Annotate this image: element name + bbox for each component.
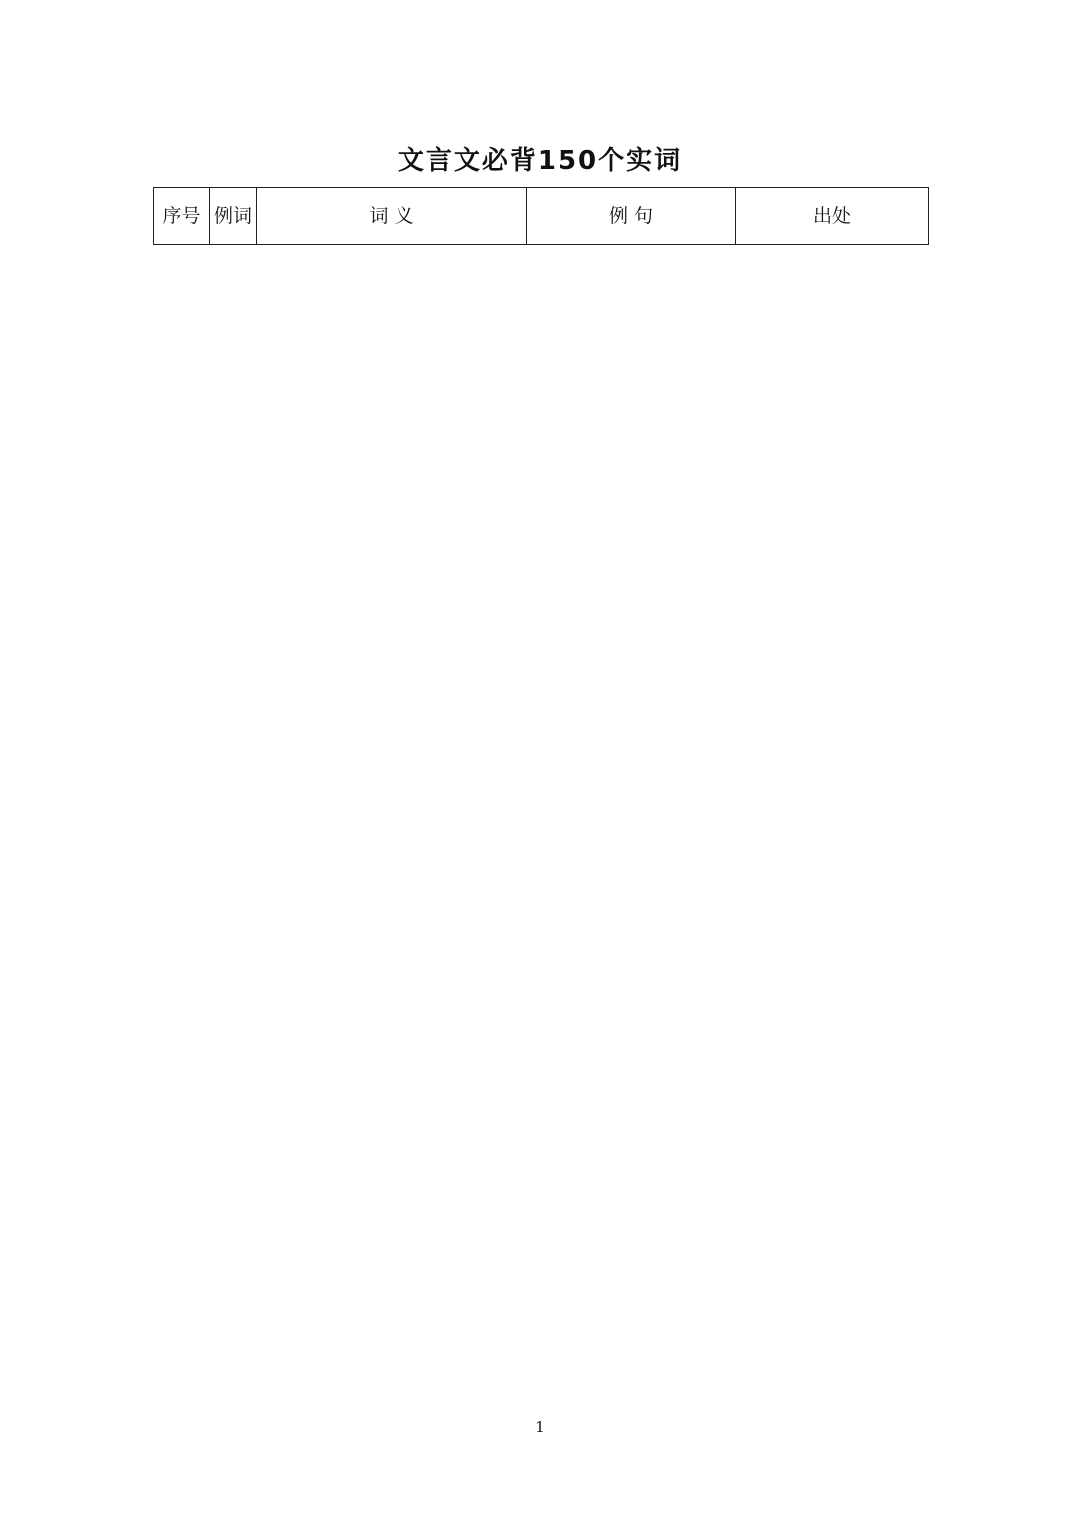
header-cell: 序号: [154, 188, 210, 245]
header-cell: 例词: [210, 188, 257, 245]
header-cell: 出处: [736, 188, 929, 245]
header-cell: 例 句: [527, 188, 736, 245]
vocab-table: [153, 187, 929, 245]
page-number: 1: [535, 1418, 545, 1436]
header-row: [154, 188, 929, 245]
page-title: 文言文必背150个实词: [397, 146, 683, 176]
header-cell: 词 义: [257, 188, 527, 245]
